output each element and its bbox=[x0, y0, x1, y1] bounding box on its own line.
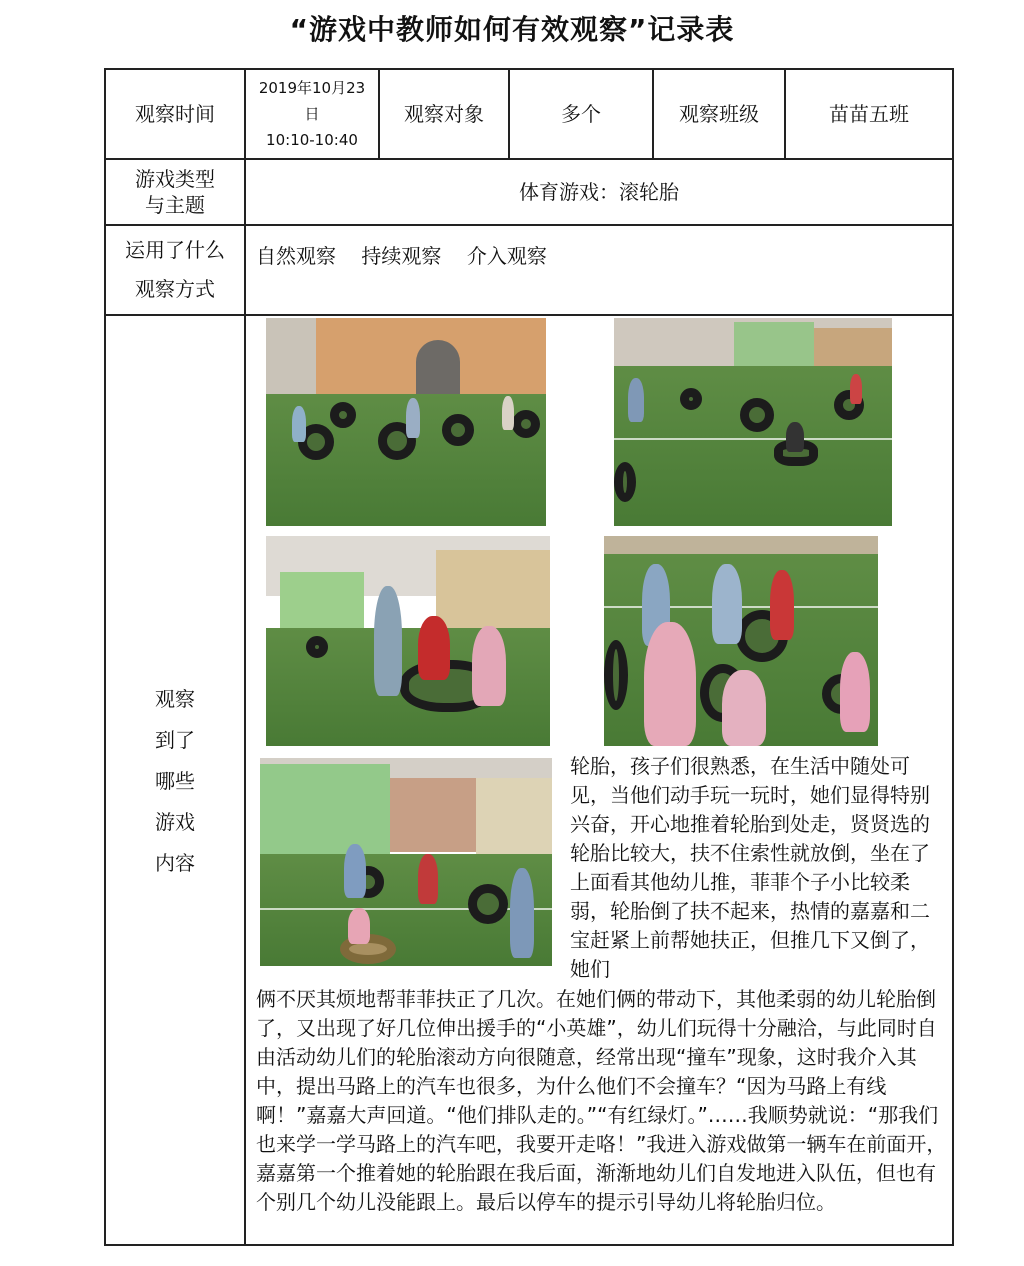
photo-children-pushing-tire-3 bbox=[266, 536, 550, 746]
game-type-label bbox=[106, 160, 244, 224]
observation-class-value: 苗苗五班 bbox=[829, 101, 909, 126]
time-date-line: 2019年10月23 bbox=[258, 78, 366, 97]
observation-object-value: 多个 bbox=[561, 101, 601, 126]
method-value: 自然观察 持续观察 介入观察 bbox=[256, 243, 547, 268]
observation-narrative-bottom: 俩不厌其烦地帮菲菲扶正了几次。在她们俩的带动下，其他柔弱的幼儿轮胎倒了，又出现了好几位伸出援手的“小英雄”，幼儿们玩得十分融洽，与此同时自由活动幼儿们的轮胎滚动方向很随意，经常出现“撞车”现象，这时我介入其中，提出马路上的汽车也很多，为什么他们不会撞车？“因为马路上有线啊！”嘉嘉大声回道。“他们排队走的。”“有红绿灯。”……我顺势就说：“那我们也来学一学马路上的汽车吧，我要开走咯！”我进入游戏做第一辆车在前面开，嘉嘉第一个推着她的轮胎跟在我后面，渐渐地幼儿们自发地进入队伍，但也有个别几个幼儿没能跟上。最后以停车的提示引导幼儿将轮胎归位。 bbox=[256, 987, 947, 1214]
method-label-line2: 观察方式 bbox=[135, 277, 215, 301]
observation-time-label: 观察时间 bbox=[135, 101, 215, 126]
photo-children-rolling-tires-2 bbox=[614, 318, 892, 526]
observed-content-label bbox=[106, 316, 244, 1246]
photo-children-with-tires-4 bbox=[604, 536, 878, 746]
observation-object-label: 观察对象 bbox=[404, 101, 484, 126]
method-label-line1: 运用了什么 bbox=[125, 238, 225, 262]
label-line: 游戏 bbox=[155, 809, 195, 834]
label-line: 到了 bbox=[155, 727, 195, 752]
observation-class-label: 观察班级 bbox=[679, 101, 759, 126]
observation-time-value bbox=[246, 70, 378, 158]
observation-narrative-top: 轮胎，孩子们很熟悉，在生活中随处可见，当他们动手玩一玩时，她们显得特别兴奋，开心地推着轮胎到处走，贤贤选的轮胎比较大，扶不住索性就放倒，坐在了上面看其他幼儿推，菲菲个子小比较柔弱，轮胎倒了扶不起来，热情的嘉嘉和二宝赶紧上前帮她扶正，但推几下又倒了，她们 bbox=[570, 754, 930, 981]
photo-children-lining-up-5 bbox=[260, 758, 552, 966]
label-line: 观察 bbox=[155, 686, 195, 711]
time-range-line: 10:10-10:40 bbox=[266, 131, 358, 150]
time-day-line: 日 bbox=[304, 104, 320, 123]
label-line: 哪些 bbox=[155, 768, 195, 793]
game-type-label-line2: 与主题 bbox=[145, 193, 205, 217]
photo-children-rolling-tires-1 bbox=[266, 318, 546, 526]
method-label bbox=[106, 226, 244, 314]
page-title: “游戏中教师如何有效观察”记录表 bbox=[289, 13, 735, 46]
game-type-label-line1: 游戏类型 bbox=[135, 167, 215, 191]
label-line: 内容 bbox=[155, 850, 195, 875]
game-type-value: 体育游戏：滚轮胎 bbox=[519, 179, 679, 204]
